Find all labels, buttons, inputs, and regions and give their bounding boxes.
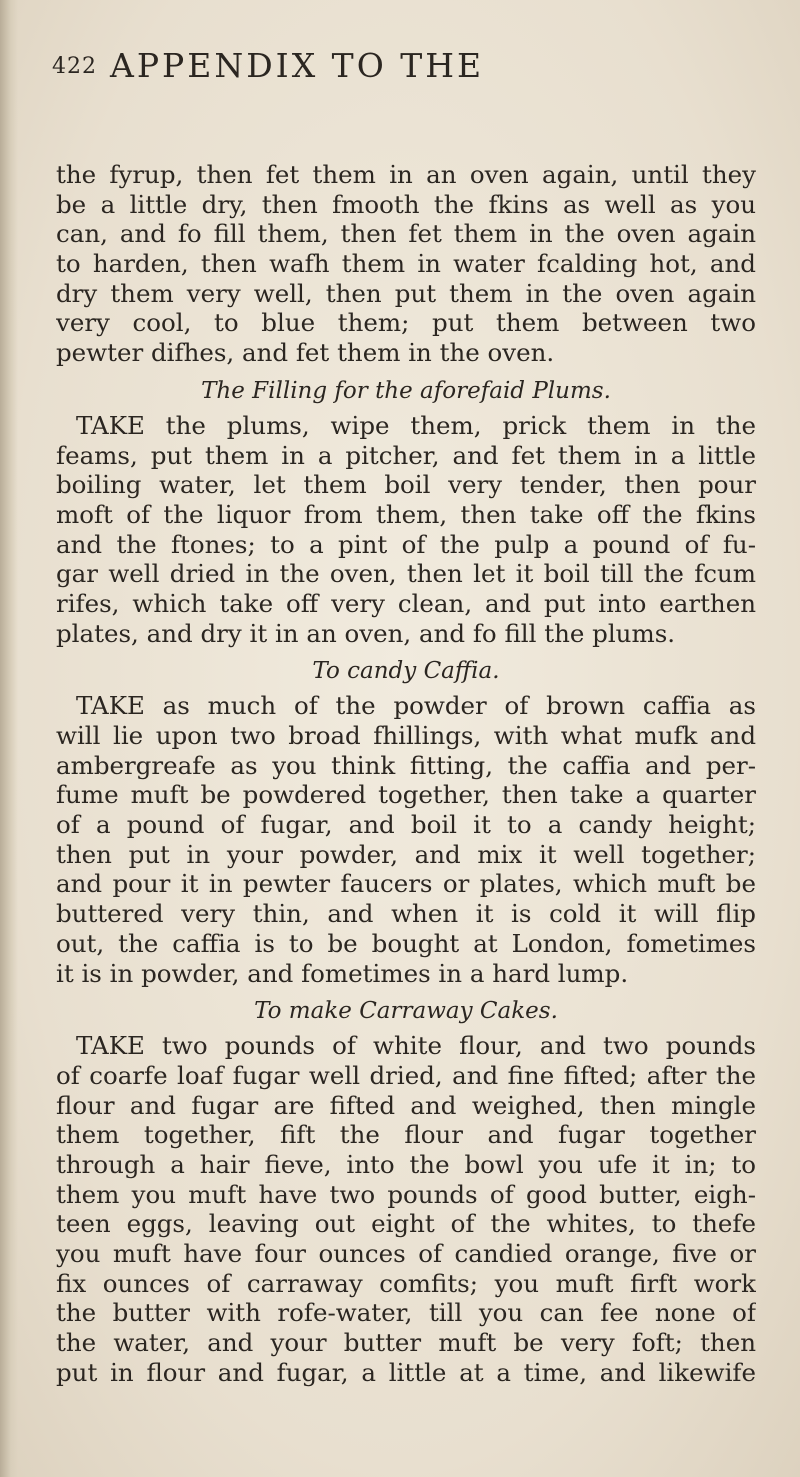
text-line: and the ftones; to a pint of the pulp a pound of fu-	[56, 529, 756, 559]
text-line: you muft have four ounces of candied orange, five or	[56, 1239, 756, 1268]
text-line: fix ounces of carraway comfits; you muft firft work	[56, 1268, 756, 1298]
text-line: out, the caffia is to be bought at London, fometimes	[56, 928, 756, 958]
recipe-heading: To candy Caffia.	[312, 658, 500, 685]
continued-paragraph	[56, 160, 756, 368]
text-line: of a pound of fugar, and boil it to a candy height;	[56, 810, 756, 840]
text-line: the fyrup, then fet them in an oven again, until they	[56, 160, 756, 189]
text-line: will lie upon two broad fhillings, with what mufk and	[56, 721, 756, 750]
text-line: the water, and your butter muft be very foft; then	[56, 1328, 756, 1358]
recipe-paragraph	[56, 411, 756, 649]
page-header	[52, 46, 752, 86]
text-line: TAKE as much of the powder of brown caffia as	[76, 691, 756, 721]
text-line: ambergreafe as you think fitting, the caffia and per-	[56, 750, 756, 780]
text-line: TAKE two pounds of white flour, and two pounds	[76, 1031, 756, 1061]
page-body	[56, 160, 756, 1387]
text-line: very cool, to blue them; put them between two	[56, 308, 756, 338]
text-line: through a hair fieve, into the bowl you ufe it in; to	[56, 1149, 756, 1179]
text-line: them together, fift the flour and fugar together	[56, 1120, 756, 1150]
text-line: it is in powder, and fometimes in a hard lump.	[56, 958, 629, 988]
text-line: to harden, then wafh them in water fcalding hot, and	[56, 249, 756, 279]
recipe-paragraph	[56, 691, 756, 988]
text-line: moft of the liquor from them, then take off the fkins	[56, 499, 756, 529]
recipe-heading: To make Carraway Cakes.	[254, 998, 558, 1025]
text-line: feams, put them in a pitcher, and fet them in a little	[56, 440, 756, 470]
text-line: of coarfe loaf fugar well dried, and fine fifted; after the	[56, 1060, 756, 1090]
running-head: APPENDIX TO THE	[110, 46, 485, 85]
text-line: plates, and dry it in an oven, and fo fill the plums.	[56, 618, 676, 648]
text-line: them you muft have two pounds of good butter, eigh-	[56, 1179, 756, 1209]
page-binding-shadow	[0, 0, 18, 1477]
page-number: 422	[52, 54, 97, 79]
text-line: be a little dry, then fmooth the fkins as well as you	[56, 189, 756, 219]
text-line: buttered very thin, and when it is cold it will flip	[56, 899, 756, 929]
text-line: pewter difhes, and fet them in the oven.	[56, 338, 555, 368]
recipe-paragraph	[56, 1031, 756, 1387]
text-line: and pour it in pewter faucers or plates, which muft be	[56, 869, 756, 899]
text-line: boiling water, let them boil very tender, then pour	[56, 470, 756, 500]
text-line: the butter with rofe-water, till you can fee none of	[56, 1298, 756, 1328]
text-line: teen eggs, leaving out eight of the whites, to thefe	[56, 1209, 756, 1239]
text-line: put in flour and fugar, a little at a time, and likewife	[56, 1357, 756, 1387]
text-line: can, and fo fill them, then fet them in the oven again	[56, 219, 756, 249]
text-line: rifes, which take off very clean, and put into earthen	[56, 588, 756, 618]
recipe-heading: The Filling for the aforefaid Plums.	[201, 377, 611, 404]
text-line: flour and fugar are fifted and weighed, then mingle	[56, 1090, 756, 1120]
text-line: fume muft be powdered together, then take a quarter	[56, 780, 756, 810]
text-line: TAKE the plums, wipe them, prick them in the	[76, 410, 756, 440]
text-line: dry them very well, then put them in the oven again	[56, 278, 756, 308]
text-line: then put in your powder, and mix it well together;	[56, 839, 756, 869]
text-line: gar well dried in the oven, then let it boil till the fcum	[56, 559, 756, 589]
